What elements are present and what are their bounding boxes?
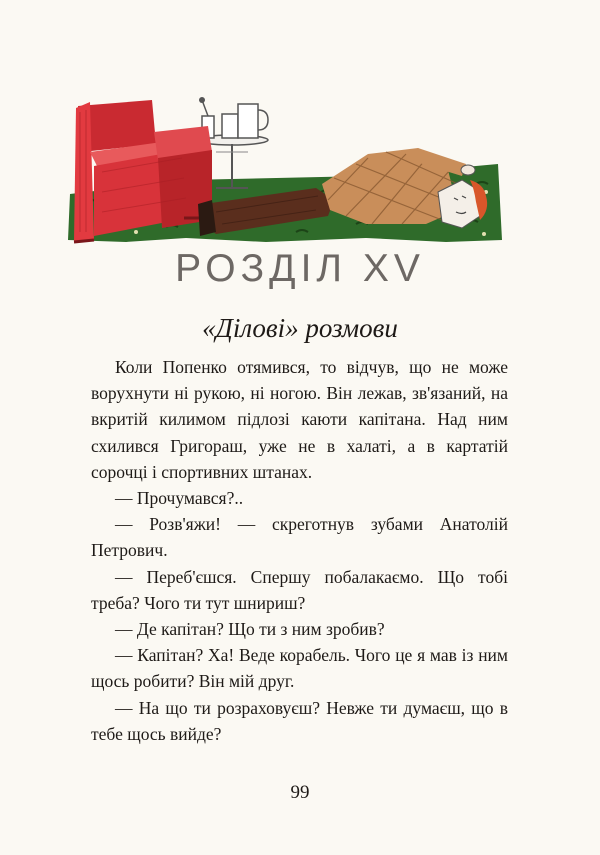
page-number: 99 [290,782,310,803]
chapter-illustration [66,92,506,252]
dialogue-line: — Прочумався?.. [115,488,244,509]
armchair-icon [74,100,212,242]
chapter-heading: РОЗДІЛ XV [175,247,425,290]
body-text [91,354,508,747]
dialogue-line: — Переб'єшся. Спершу побалакаємо. Що тобі треба? Чого ти тут шнириш? [91,566,508,613]
dialogue-line: — Капітан? Ха! Веде корабель. Чого це я мав із ним щось робити? Він мій друг. [91,645,508,692]
mug-icon [222,104,268,138]
dialogue-line: — Розв'яжи! — скреготнув зубами Анатолій Петрович. [91,514,508,561]
chapter-title: «Ділові» розмови [202,313,398,343]
dialogue-line: — На що ти розраховуєш? Невже ти думаєш, що в тебе щось вийде? [91,697,508,744]
dialogue-line: — Де капітан? Що ти з ним зробив? [115,619,385,640]
paragraph: Коли Попенко отямився, то відчув, що не може ворухнути ні рукою, ні ногою. Він лежав, зв'язаний, на вкритій килимом підлозі каюти капітана. Над ним схилився Григораш, уже не в халаті, а в картатій сорочці і спортивних штанах. [91,357,508,482]
